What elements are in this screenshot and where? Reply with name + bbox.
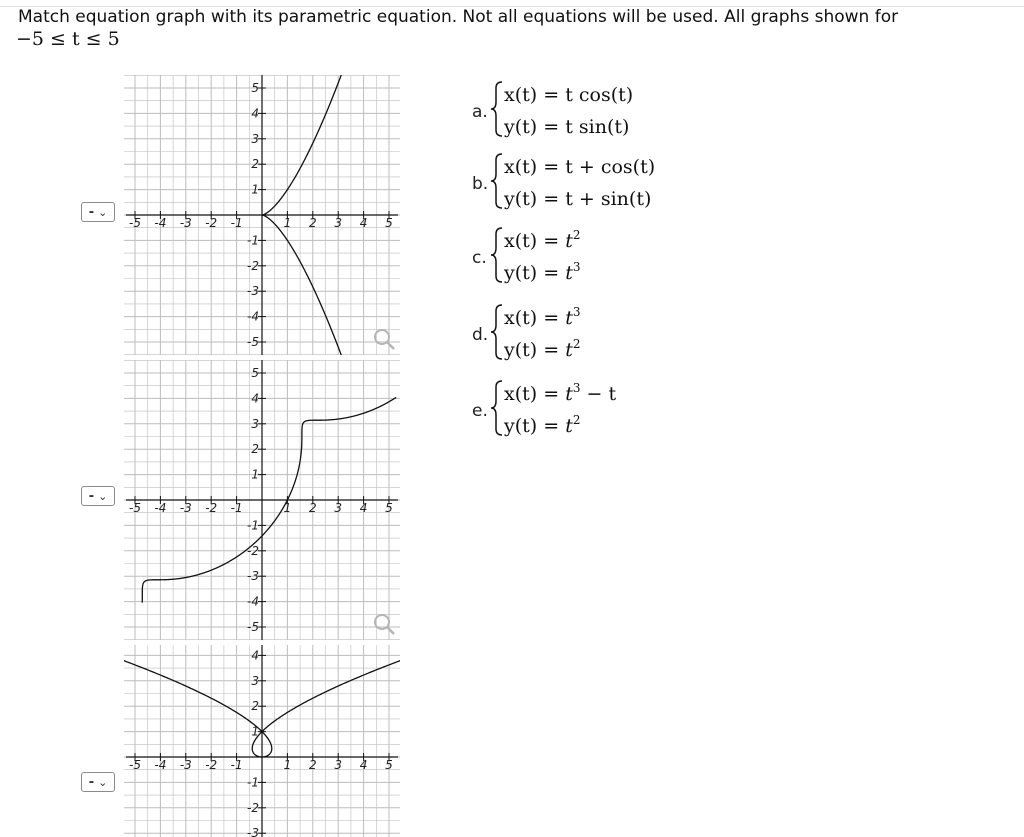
y-tick-label: 5 xyxy=(251,81,259,95)
y-tick-label: -2 xyxy=(247,543,259,558)
magnify-icon[interactable] xyxy=(371,327,397,353)
x-tick-label: 5 xyxy=(385,758,393,772)
y-tick-label: -1 xyxy=(247,518,259,533)
x-tick-label: 4 xyxy=(359,501,368,515)
equation-y: $y(t) = t^3$ xyxy=(504,260,581,284)
left-brace-icon xyxy=(490,303,504,361)
option-label: e. xyxy=(472,401,488,421)
x-tick-label: -3 xyxy=(179,501,192,515)
y-tick-label: 3 xyxy=(251,673,259,688)
left-brace-icon xyxy=(490,80,504,138)
equation-y: $y(t) = t^2$ xyxy=(504,413,581,437)
equation-y: y(t) = t sin(t) xyxy=(504,116,630,138)
y-tick-label: 4 xyxy=(251,106,259,121)
y-tick-label: -1 xyxy=(247,775,259,790)
x-tick-label: -5 xyxy=(129,501,141,515)
equation-x: $x(t) = t^3$ xyxy=(504,305,581,329)
equation-y: y(t) = t + sin(t) xyxy=(504,188,652,210)
answer-dropdown-3[interactable] xyxy=(81,772,115,792)
left-brace-icon xyxy=(490,379,504,437)
y-tick-label: -2 xyxy=(247,258,259,273)
equation-y: $y(t) = t^2$ xyxy=(504,337,581,361)
y-tick-label: -1 xyxy=(247,233,259,248)
y-tick-label: 4 xyxy=(251,648,259,663)
left-brace-icon xyxy=(490,226,504,284)
option-label: c. xyxy=(472,248,487,268)
y-tick-label: 4 xyxy=(251,391,259,406)
y-tick-label: -3 xyxy=(247,569,259,584)
graph-1 xyxy=(122,73,402,355)
x-tick-label: -2 xyxy=(205,216,218,230)
y-tick-label: -2 xyxy=(247,800,259,815)
x-tick-label: -1 xyxy=(230,501,243,515)
x-tick-label: -5 xyxy=(129,758,141,772)
x-tick-label: 1 xyxy=(283,501,292,515)
y-tick-label: -4 xyxy=(247,309,259,324)
dropdown-value: - xyxy=(88,204,95,220)
x-tick-label: 5 xyxy=(385,216,393,230)
equation-x: x(t) = t + cos(t) xyxy=(504,156,656,178)
x-tick-label: -2 xyxy=(205,758,218,772)
y-tick-label: -3 xyxy=(247,826,259,837)
magnify-icon[interactable] xyxy=(371,612,397,638)
x-tick-label: -4 xyxy=(154,501,167,515)
option-label: b. xyxy=(472,174,489,194)
y-tick-label: 1 xyxy=(251,182,259,197)
graph-3 xyxy=(122,643,402,837)
y-tick-label: 2 xyxy=(251,442,259,457)
answer-dropdown-1[interactable] xyxy=(81,202,115,222)
y-tick-label: 1 xyxy=(251,724,259,739)
x-tick-label: -4 xyxy=(154,758,167,772)
equation-x: x(t) = t cos(t) xyxy=(504,84,634,106)
x-tick-label: 3 xyxy=(334,758,343,772)
x-tick-label: -4 xyxy=(154,216,167,230)
x-tick-label: 4 xyxy=(359,758,368,772)
dropdown-value: - xyxy=(88,774,95,790)
x-tick-label: 2 xyxy=(308,501,317,515)
y-tick-label: -5 xyxy=(247,335,259,349)
x-tick-label: -2 xyxy=(205,501,218,515)
y-tick-label: -4 xyxy=(247,594,259,609)
graph-2 xyxy=(122,358,402,640)
x-tick-label: -3 xyxy=(179,758,192,772)
question-range: −5 ≤ t ≤ 5 xyxy=(16,28,120,50)
chevron-down-icon: ⌄ xyxy=(98,205,108,219)
x-tick-label: 2 xyxy=(308,758,317,772)
equation-x: $x(t) = t^2$ xyxy=(504,228,581,252)
x-tick-label: 1 xyxy=(283,216,292,230)
option-label: d. xyxy=(472,325,489,345)
y-tick-label: 3 xyxy=(251,416,259,431)
y-tick-label: -3 xyxy=(247,284,259,299)
y-tick-label: 3 xyxy=(251,131,259,146)
dropdown-value: - xyxy=(88,488,95,504)
y-tick-label: 2 xyxy=(251,699,259,714)
x-tick-label: 3 xyxy=(334,501,343,515)
y-tick-label: -5 xyxy=(247,620,259,634)
y-tick-label: 2 xyxy=(251,157,259,172)
x-tick-label: 5 xyxy=(385,501,393,515)
y-tick-label: 1 xyxy=(251,467,259,482)
answer-dropdown-2[interactable] xyxy=(81,486,115,506)
y-tick-label: 5 xyxy=(251,366,259,380)
x-tick-label: -3 xyxy=(179,216,192,230)
x-tick-label: -5 xyxy=(129,216,141,230)
chevron-down-icon: ⌄ xyxy=(98,489,108,503)
chevron-down-icon: ⌄ xyxy=(98,775,108,789)
left-brace-icon xyxy=(490,152,504,210)
x-tick-label: 1 xyxy=(283,758,292,772)
x-tick-label: 3 xyxy=(334,216,343,230)
x-tick-label: -1 xyxy=(230,758,243,772)
option-label: a. xyxy=(472,102,488,122)
parametric-curve xyxy=(262,73,355,355)
question-prompt: Match equation graph with its parametric equation. Not all equations will be used. All graphs shown for xyxy=(18,7,899,27)
x-tick-label: 4 xyxy=(359,216,368,230)
x-tick-label: 2 xyxy=(308,216,317,230)
x-tick-label: -1 xyxy=(230,216,243,230)
equation-x: $x(t) = t^3 - t$ xyxy=(504,381,617,405)
